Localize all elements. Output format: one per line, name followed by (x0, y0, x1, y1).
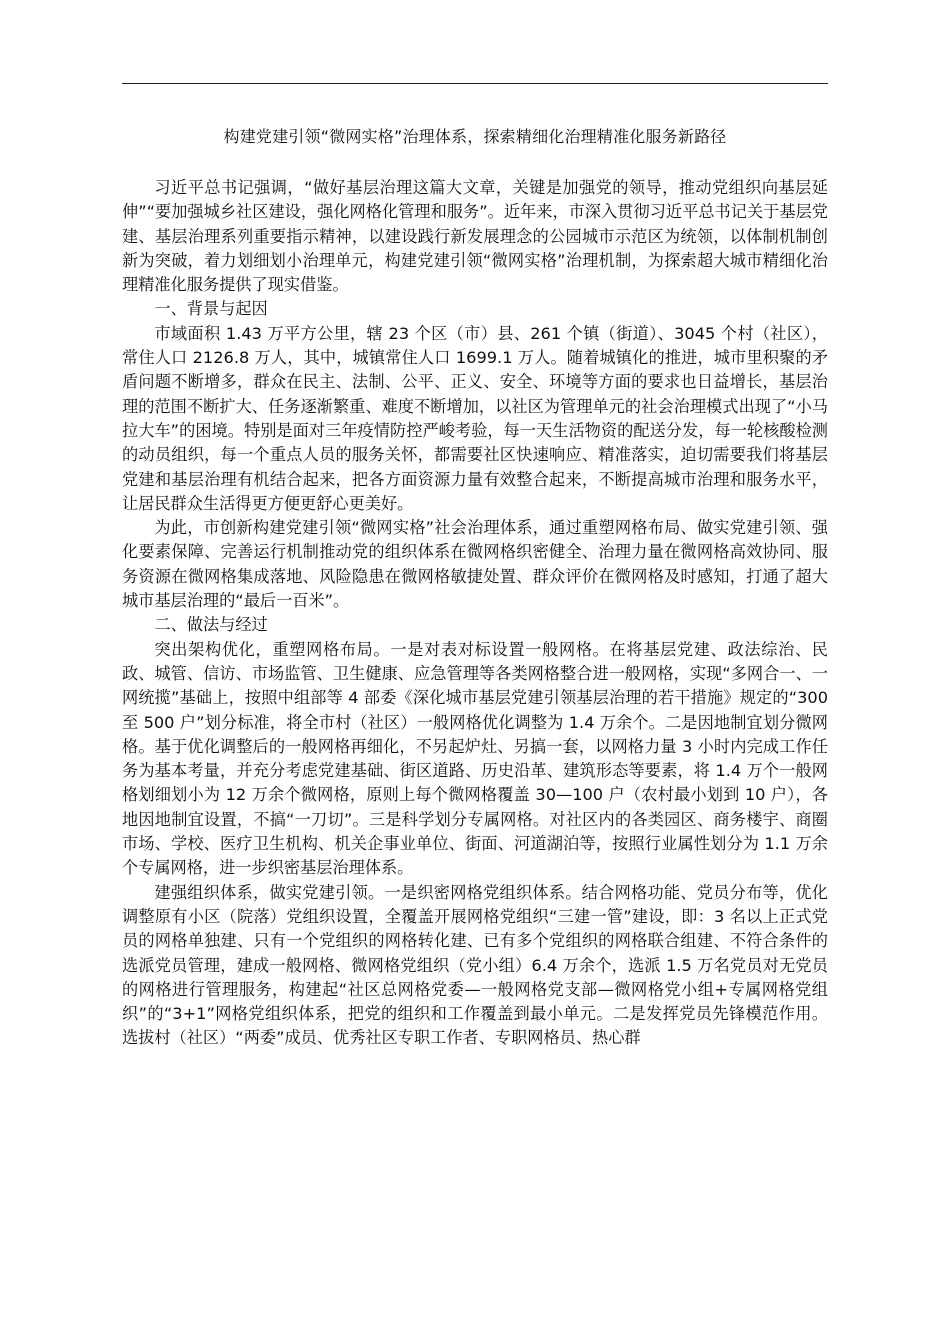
document-title: 构建党建引领“微网实格”治理体系，探索精细化治理精准化服务新路径 (223, 127, 727, 146)
paragraph-intro: 习近平总书记强调，“做好基层治理这篇大文章，关键是加强党的领导，推动党组织向基层延伸”“要加强城乡社区建设，强化网格化管理和服务”。近年来，市深入贯彻习近平总书记关于基层党建、基层治理系列重要指示精神，以建设践行新发展理念的公园城市示范区为统领，以体制机制创新为突破，着力划细划小治理单元，构建党建引领“微网实格”治理机制，为探索超大城市精细化治理精准化服务提供了现实借鉴。 (122, 178, 828, 295)
paragraph-grid-layout: 突出架构优化，重塑网格布局。一是对表对标设置一般网格。在将基层党建、政法综治、民政、城管、信访、市场监管、卫生健康、应急管理等各类网格整合进一般网格，实现“多网合一、一网统揽”基础上，按照中组部等 4 部委《深化城市基层党建引领基层治理的若干措施》规定的“300 至 500 户”划分标准，将全市村（社区）一般网格优化调整为 1.4 万余个。二是因地制宜划分微网格。基于优化调整后的一般网格再细化，不另起炉灶、另搞一套，以网格力量 3 小时内完成工作任务为基本考量，并充分考虑党建基础、街区道路、历史沿革、建筑形态等要素，将 1.4 万个一般网格划细划小为 12 万余个微网格，原则上每个微网格覆盖 30—100 户（农村最小划到 10 户），各地因地制宜设置，不搞“一刀切”。三是科学划分专属网格。对社区内的各类园区、商务楼宇、商圈市场、学校、医疗卫生机构、机关企事业单位、街面、河道湖泊等，按照行业属性划分为 1.1 万余个专属网格，进一步织密基层治理体系。 (122, 639, 828, 878)
paragraph-background-result: 为此，市创新构建党建引领“微网实格”社会治理体系，通过重塑网格布局、做实党建引领、强化要素保障、完善运行机制推动党的组织体系在微网格织密健全、治理力量在微网格高效协同、服务资源在微网格集成落地、风险隐患在微网格敏捷处置、群众评价在微网格及时感知，打通了超大城市基层治理的“最后一百米”。 (122, 518, 828, 611)
header-rule (122, 83, 828, 84)
section-heading-practice: 二、做法与经过 (154, 615, 268, 635)
paragraph-background: 市域面积 1.43 万平方公里，辖 23 个区（市）县、261 个镇（街道）、3045 个村（社区），常住人口 2126.8 万人，其中，城镇常住人口 1699.1 万人。随着城镇化的推进，城市里积聚的矛盾问题不断增多，群众在民主、法制、公平、正义、安全、环境等方面的要求也日益增长，基层治理的范围不断扩大、任务逐渐繁重、难度不断增加，以社区为管理单元的社会治理模式出现了“小马拉大车”的困境。特别是面对三年疫情防控严峻考验，每一天生活物资的配送分发，每一轮核酸检测的动员组织，每一个重点人员的服务关怀，都需要社区快速响应、精准落实，迫切需要我们将基层党建和基层治理有机结合起来，把各方面资源力量有效整合起来，不断提高城市治理和服务水平，让居民群众生活得更方便更舒心更美好。 (122, 323, 828, 513)
document-body (122, 176, 828, 1051)
section-heading-background: 一、背景与起因 (154, 299, 268, 319)
paragraph-organization: 建强组织体系，做实党建引领。一是织密网格党组织体系。结合网格功能、党员分布等，优化调整原有小区（院落）党组织设置，全覆盖开展网格党组织“三建一管”建设，即：3 名以上正式党员的网格单独建、只有一个党组织的网格转化建、已有多个党组织的网格联合组建、不符合条件的选派党员管理，建成一般网格、微网格党组织（党小组）6.4 万余个，选派 1.5 万名党员对无党员的网格进行管理服务，构建起“社区总网格党委—一般网格党支部—微网格党小组+专属网格党组织”的“3+1”网格党组织体系，把党的组织和工作覆盖到最小单元。二是发挥党员先锋模范作用。选拔村（社区）“两委”成员、优秀社区专职工作者、专职网格员、热心群 (122, 882, 828, 1048)
